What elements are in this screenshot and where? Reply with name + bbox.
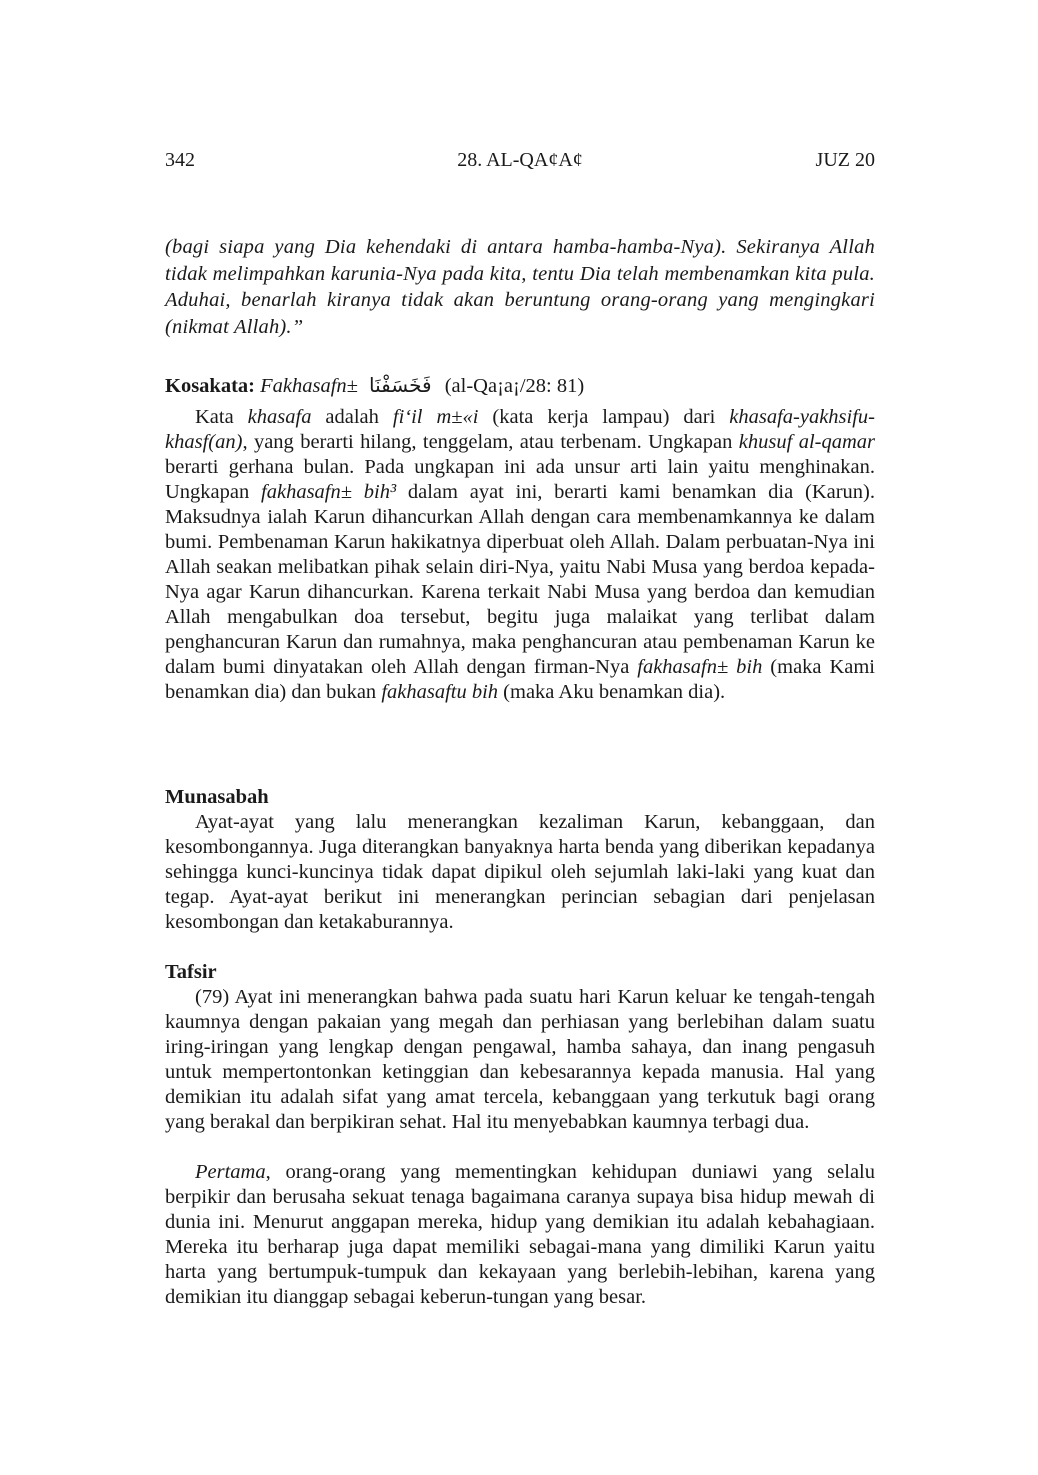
tafsir-paragraph-2: Pertama, orang-orang yang mementingkan kehidupan duniawi yang selalu berpikir dan berusaha sekuat tenaga bagaimana caranya supaya bisa hidup mewah di dunia ini. Menurut anggapan mereka, hidup yang demikian itu adalah kebahagiaan. Mereka itu berharap juga dapat memiliki sebagai-mana yang dimiliki Karun yaitu harta yang bertumpuk-tumpuk dan kekayaan yang berlebih-lebihan, karena yang demikian itu dianggap sebagai keberun-tungan yang besar. bbox=[165, 1161, 875, 1308]
verse-reference: (al-Qa¡a¡/28: 81) bbox=[444, 375, 585, 397]
munasabah-paragraph: Ayat-ayat yang lalu menerangkan kezaliman Karun, kebanggaan, dan kesombongannya. Juga diterangkan banyaknya harta benda yang diberikan kepadanya sehingga kunci-kuncinya tidak dapat dipikul oleh sejumlah laki-laki yang kuat dan tegap. Ayat-ayat berikut ini menerangkan perincian sebagian dari penjelasan kesombongan dan ketakaburannya. bbox=[165, 811, 875, 933]
arabic-word: فَخَسَفْنَا bbox=[369, 373, 432, 397]
page-number: 342 bbox=[165, 149, 195, 171]
chapter-title: 28. AL-QA¢A¢ bbox=[457, 149, 583, 171]
kosakata-paragraph: Kata khasafa adalah fi‘il m±«i (kata kerja lampau) dari khasafa-yakhsifu-khasf(an), yang berarti hilang, tenggelam, atau terbenam. Ungkapan khusuf al-qamar berarti gerhana bulan. Pada ungkapan ini ada unsur arti lain yaitu menghinakan. Ungkapan fakhasafn± bih³ dalam ayat ini, berarti kami benamkan dia (Karun). Maksudnya ialah Karun dihancurkan Allah dengan cara membenamkannya ke dalam bumi. Pembenaman Karun hakikatnya diperbuat oleh Allah. Dalam perbuatan-Nya ini Allah seakan melibatkan pihak selain diri-Nya, yaitu Nabi Musa yang berdoa kepada-Nya agar Karun dihancurkan. Karena terkait Nabi Musa yang berdoa dan kemudian Allah mengabulkan doa tersebut, begitu juga malaikat yang terlibat dalam penghancuran Karun dan rumahnya, maka penghancuran atau pembenaman Karun ke dalam bumi dinyatakan oleh Allah dengan firman-Nya fakhasafn± bih (maka Kami benamkan dia) dan bukan fakhasaftu bih (maka Aku benamkan dia). bbox=[165, 406, 876, 703]
juz-label: JUZ 20 bbox=[815, 149, 875, 171]
kosakata-label: Kosakata: bbox=[165, 375, 255, 397]
tafsir-heading: Tafsir bbox=[165, 961, 217, 983]
translation-quote: (bagi siapa yang Dia kehendaki di antara hamba-hamba-Nya). Sekiranya Allah tidak melimpahkan karunia-Nya pada kita, tentu Dia telah membenamkan kita pula. Aduhai, benarlah kiranya tidak akan beruntung orang-orang yang mengingkari (nikmat Allah).” bbox=[165, 236, 875, 338]
munasabah-heading: Munasabah bbox=[165, 786, 269, 808]
kosakata-term: Fakhasafn± bbox=[260, 375, 358, 397]
page-header bbox=[165, 146, 875, 174]
tafsir-paragraph-1: (79) Ayat ini menerangkan bahwa pada suatu hari Karun keluar ke tengah-tengah kaumnya dengan pakaian yang megah dan perhiasan yang berlebihan dalam suatu iring-iringan yang lengkap dengan pengawal, hamba sahaya, dan inang pengasuh untuk mempertontonkan ketinggian dan kebesarannya kepada manusia. Hal yang demikian itu adalah sifat yang amat tercela, kebanggaan yang terkutuk bagi orang yang berakal dan berpikiran sehat. Hal itu menyebabkan kaumnya terbagi dua. bbox=[165, 986, 875, 1133]
kosakata-heading-line bbox=[165, 371, 875, 400]
